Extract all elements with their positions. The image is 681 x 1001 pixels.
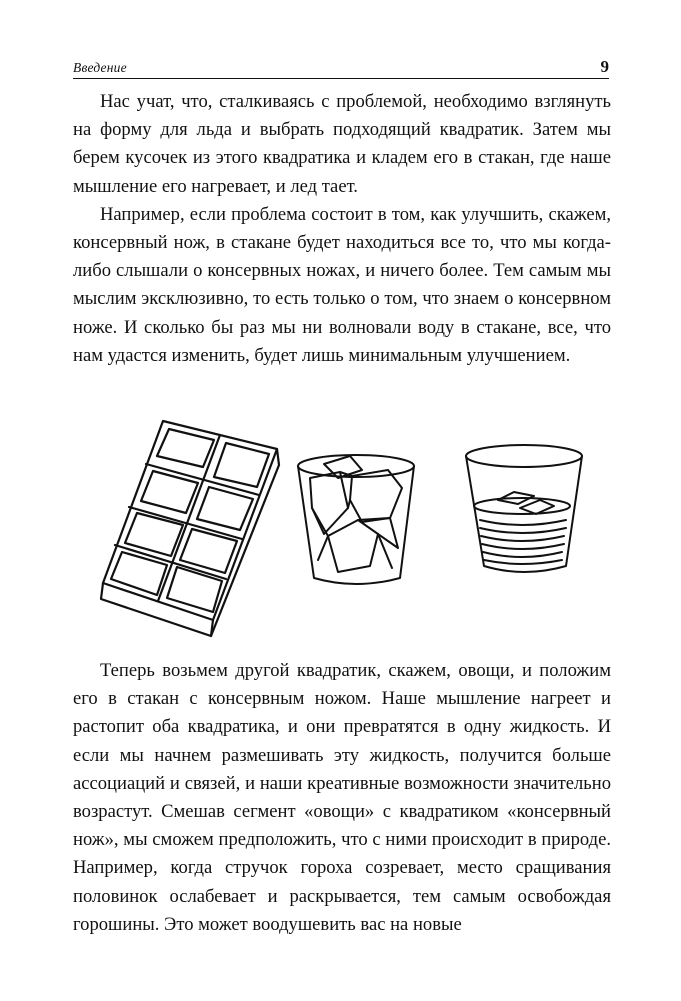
ice-illustration [0, 400, 681, 650]
text-block-top [73, 88, 611, 370]
header-rule [73, 78, 609, 79]
running-header [73, 58, 609, 80]
paragraph-2: Например, если проблема состоит в том, как улучшить, скажем, консервный нож, в стакане будет находиться все то, что мы когда-либо слышали о консервных ножах, и ничего более. Тем самым мы мыслим эксклюзивно, то есть только о том, что знаем о консервном ноже. И сколько бы раз мы ни волновали воду в стакане, все, что нам удастся изменить, будет лишь минимальным улучшением. [73, 203, 611, 366]
page-number: 9 [600, 57, 609, 76]
glass-with-ice-drawing [292, 448, 422, 593]
paragraph-3: Теперь возьмем другой квадратик, скажем, овощи, и положим его в стакан с консервным ножом. Наше мышление нагреет и растопит оба квадратика, и они превратятся в одну жидкость. И если мы начнем размешивать эту жидкость, получится больше ассоциаций и связей, и наши креативные возможности значительно возрастут. Смешав сегмент «овощи» с квадратиком «консервный нож», мы сможем предположить, что с ними происходит в природе. Например, когда стручок гороха созревает, место сращивания половинок ослабевает и раскрывается, тем самым освобождая горошины. Это может воодушевить вас на новые [73, 660, 611, 935]
paragraph-1: Нас учат, что, сталкиваясь с проблемой, необходимо взглянуть на форму для льда и выбрать подходящий квадратик. Затем мы берем кусочек из этого квадратика и кладем его в стакан, где наше мышление его нагревает, и лед тает. [73, 91, 611, 197]
glass-with-water-drawing [458, 438, 588, 583]
text-block-bottom [73, 657, 611, 939]
section-title: Введение [73, 60, 127, 75]
ice-tray-drawing [95, 415, 285, 640]
